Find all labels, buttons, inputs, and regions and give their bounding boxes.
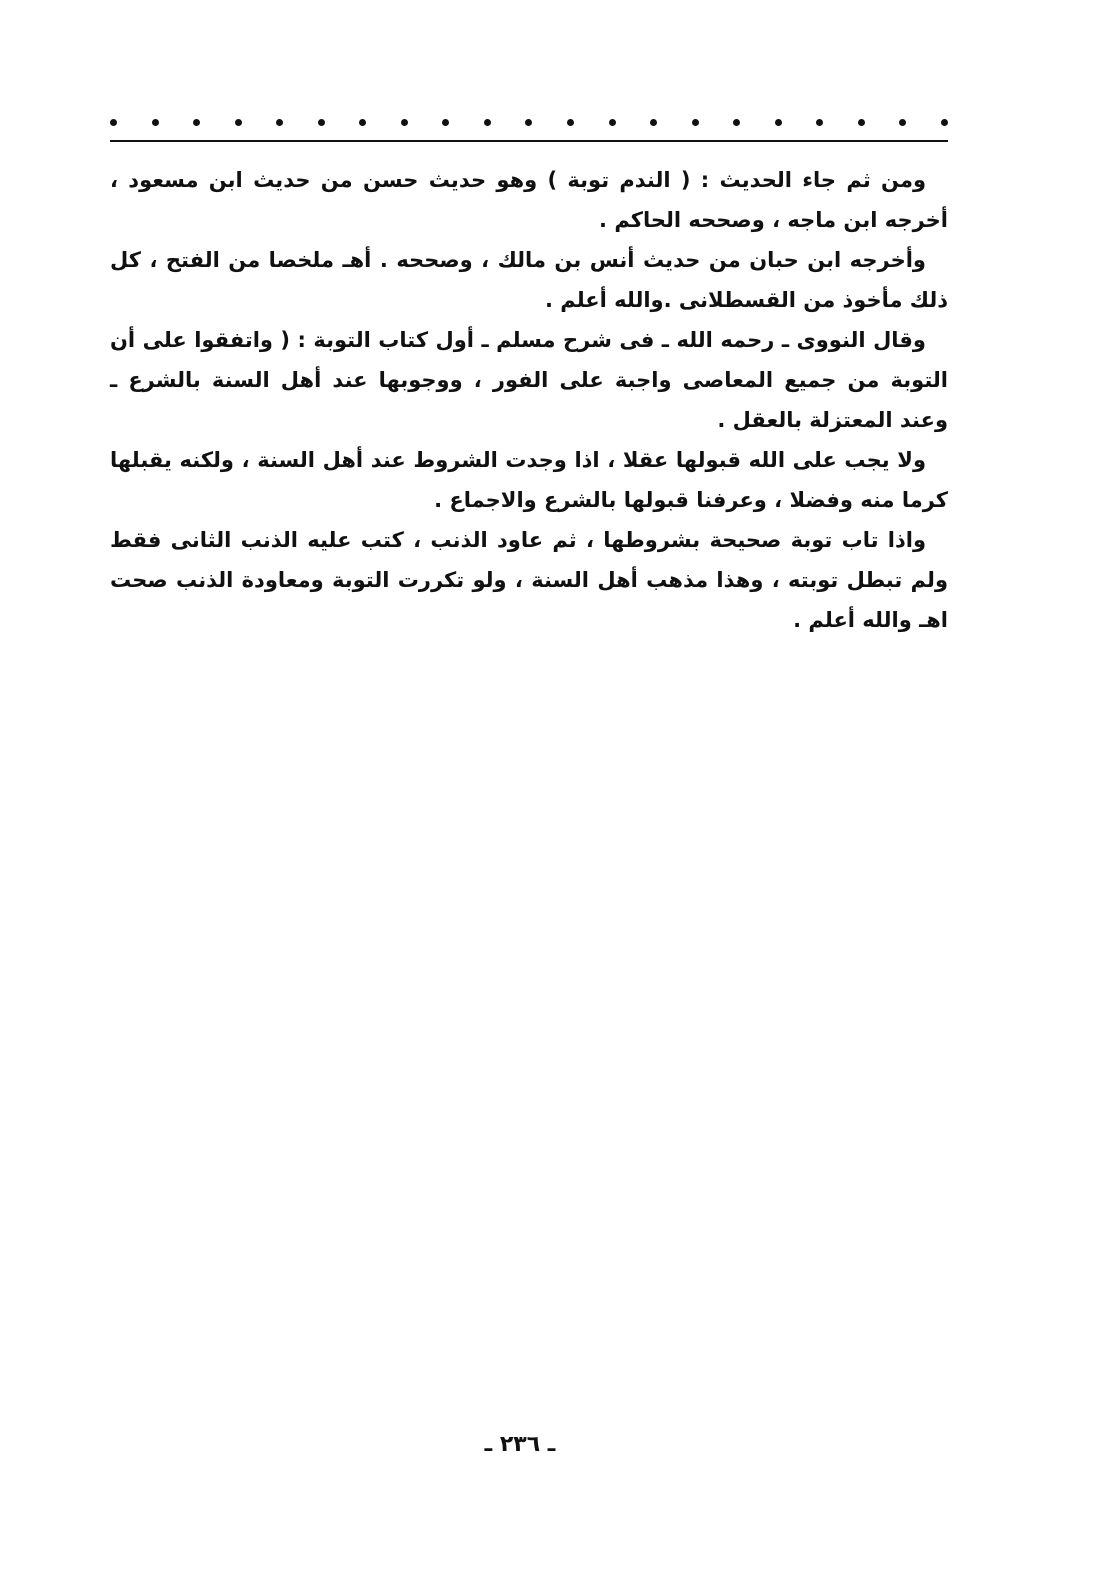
- paragraph: ولا يجب على الله قبولها عقلا ، اذا وجدت الشروط عند أهل السنة ، ولكنه يقبلها كرما منه وفضلا ، وعرفنا قبولها بالشرع والاجماع .: [110, 448, 948, 512]
- dot: [899, 119, 906, 126]
- dot: [152, 119, 159, 126]
- dot: [692, 119, 699, 126]
- dot: [816, 119, 823, 126]
- dot: [650, 119, 657, 126]
- dotted-row: [110, 112, 948, 132]
- body-text: [110, 160, 948, 640]
- dot: [276, 119, 283, 126]
- header-ornament: [110, 112, 948, 146]
- paragraph: ومن ثم جاء الحديث : ( الندم توبة ) وهو حديث حسن من حديث ابن مسعود ، أخرجه ابن ماجه ، وصححه الحاكم .: [110, 168, 948, 232]
- dot: [401, 119, 408, 126]
- dot: [733, 119, 740, 126]
- dot: [775, 119, 782, 126]
- dot: [193, 119, 200, 126]
- page-number: ـ ٢٣٦ ـ: [484, 1432, 556, 1457]
- dot: [941, 119, 948, 126]
- dot: [442, 119, 449, 126]
- dot: [235, 119, 242, 126]
- dot: [484, 119, 491, 126]
- dot: [359, 119, 366, 126]
- paragraph: وأخرجه ابن حبان من حديث أنس بن مالك ، وصححه . أهـ ملخصا من الفتح ، كل ذلك مأخوذ من القسطلانى .والله أعلم .: [110, 248, 948, 312]
- paragraph: واذا تاب توبة صحيحة بشروطها ، ثم عاود الذنب ، كتب عليه الذنب الثانى فقط ولم تبطل توبته ، وهذا مذهب أهل السنة ، ولو تكررت التوبة ومعاودة الذنب صحت اهـ والله أعلم .: [110, 528, 948, 632]
- dot: [318, 119, 325, 126]
- dot: [567, 119, 574, 126]
- header-rule: [110, 140, 948, 142]
- paragraph: وقال النووى ـ رحمه الله ـ فى شرح مسلم ـ أول كتاب التوبة : ( واتفقوا على أن التوبة من جميع المعاصى واجبة على الفور ، ووجوبها عند أهل السنة بالشرع ـ وعند المعتزلة بالعقل .: [110, 328, 948, 432]
- dot: [609, 119, 616, 126]
- dot: [858, 119, 865, 126]
- dot: [110, 119, 117, 126]
- dot: [525, 119, 532, 126]
